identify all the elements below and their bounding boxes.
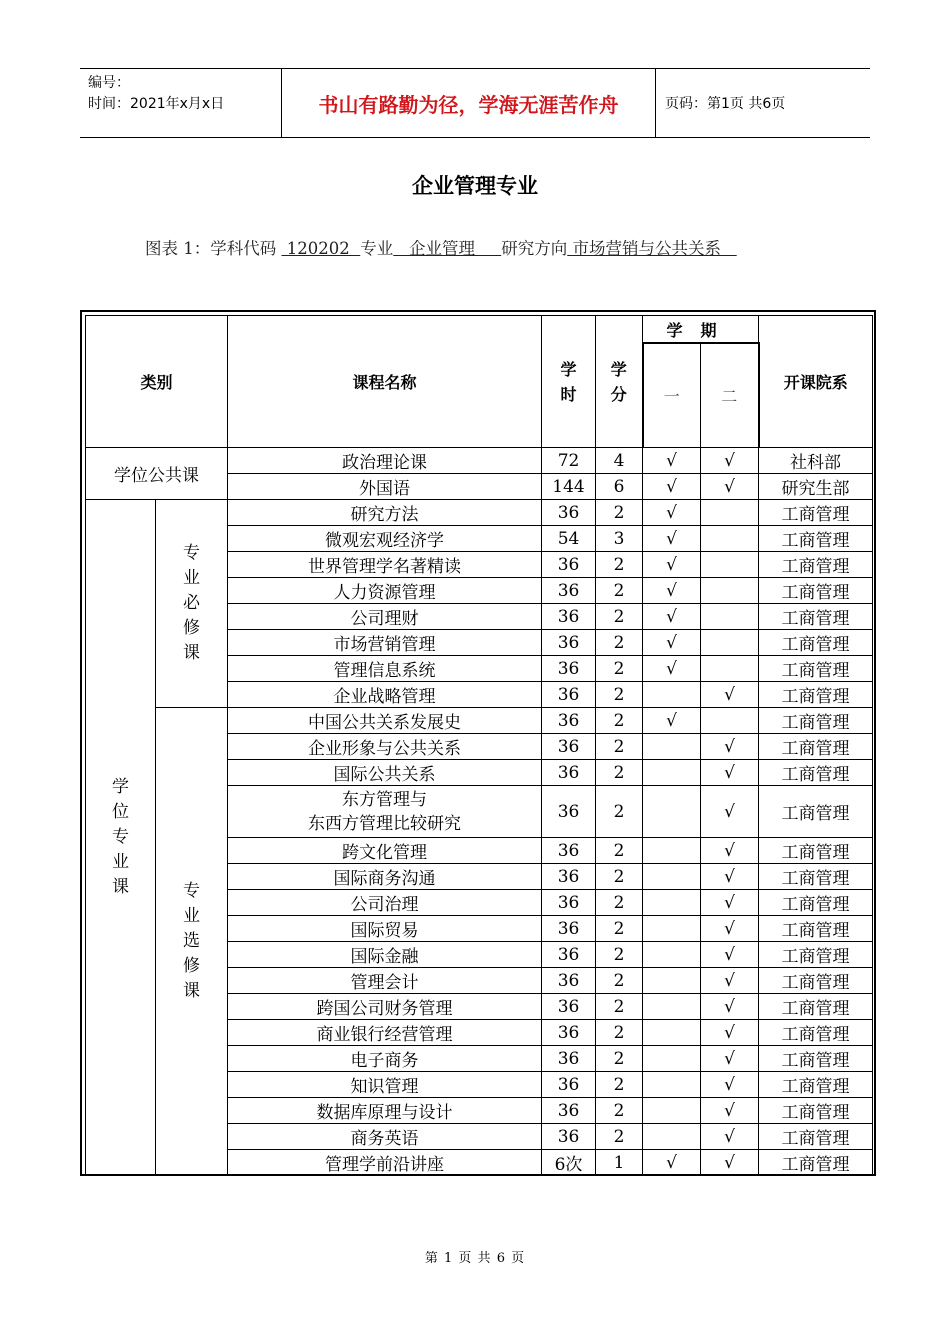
course-name: 管理学前沿讲座 (228, 1150, 542, 1176)
course-hours: 36 (542, 708, 596, 734)
course-hours: 36 (542, 500, 596, 526)
course-name: 国际金融 (228, 942, 542, 968)
header-course-name: 课程名称 (228, 316, 542, 448)
course-hours: 54 (542, 526, 596, 552)
number-label: 编号： (88, 75, 130, 91)
semester-2-check (701, 656, 759, 682)
course-credits: 2 (596, 1020, 643, 1046)
course-name: 跨文化管理 (228, 838, 542, 864)
course-department: 工商管理 (759, 864, 873, 890)
course-department: 工商管理 (759, 968, 873, 994)
course-name: 企业形象与公共关系 (228, 734, 542, 760)
course-name: 跨国公司财务管理 (228, 994, 542, 1020)
course-name: 中国公共关系发展史 (228, 708, 542, 734)
subject-code: 120202 (281, 239, 361, 258)
course-name: 市场营销管理 (228, 630, 542, 656)
semester-1-check (643, 1046, 701, 1072)
header-semester-2: 二 (701, 343, 759, 448)
semester-2-check: √ (701, 942, 759, 968)
semester-2-check: √ (701, 1072, 759, 1098)
course-credits: 2 (596, 1124, 643, 1150)
course-table (85, 315, 873, 1176)
semester-2-check: √ (701, 968, 759, 994)
course-hours: 36 (542, 552, 596, 578)
course-credits: 2 (596, 838, 643, 864)
header-department: 开课院系 (759, 316, 873, 448)
course-credits: 2 (596, 500, 643, 526)
course-department: 工商管理 (759, 1072, 873, 1098)
header-hours: 学 时 (542, 316, 596, 448)
semester-1-check (643, 1124, 701, 1150)
header-semester-1: 一 (643, 343, 701, 448)
course-department: 工商管理 (759, 708, 873, 734)
course-name: 研究方法 (228, 500, 542, 526)
semester-1-check (643, 760, 701, 786)
course-credits: 2 (596, 630, 643, 656)
course-department: 工商管理 (759, 916, 873, 942)
semester-1-check: √ (643, 448, 701, 474)
semester-1-check: √ (643, 552, 701, 578)
direction-label: 研究方向 (501, 239, 568, 258)
course-department: 工商管理 (759, 890, 873, 916)
course-name: 国际商务沟通 (228, 864, 542, 890)
semester-1-check (643, 1072, 701, 1098)
course-name: 东方管理与 东西方管理比较研究 (228, 786, 542, 838)
course-name: 管理会计 (228, 968, 542, 994)
course-credits: 2 (596, 890, 643, 916)
course-department: 工商管理 (759, 500, 873, 526)
course-hours: 36 (542, 1098, 596, 1124)
course-credits: 2 (596, 708, 643, 734)
course-credits: 2 (596, 994, 643, 1020)
course-credits: 2 (596, 552, 643, 578)
semester-2-check (701, 630, 759, 656)
course-credits: 4 (596, 448, 643, 474)
semester-1-check (643, 864, 701, 890)
course-department: 工商管理 (759, 1020, 873, 1046)
semester-1-check (643, 916, 701, 942)
semester-2-check: √ (701, 864, 759, 890)
course-name: 外国语 (228, 474, 542, 500)
course-credits: 2 (596, 786, 643, 838)
table-row (86, 500, 873, 526)
table-row (86, 448, 873, 474)
subtitle (145, 236, 815, 261)
course-department: 工商管理 (759, 1150, 873, 1176)
semester-2-check: √ (701, 916, 759, 942)
category-public-course: 学位公共课 (86, 448, 228, 500)
semester-2-check (701, 552, 759, 578)
course-department: 工商管理 (759, 786, 873, 838)
semester-2-check: √ (701, 1150, 759, 1176)
semester-1-check (643, 682, 701, 708)
course-department: 社科部 (759, 448, 873, 474)
time-label: 时间：2021年x月x日 (88, 96, 225, 112)
semester-2-check: √ (701, 890, 759, 916)
course-hours: 36 (542, 630, 596, 656)
semester-1-check (643, 994, 701, 1020)
course-name: 企业战略管理 (228, 682, 542, 708)
course-department: 工商管理 (759, 630, 873, 656)
course-hours: 36 (542, 682, 596, 708)
course-name: 国际公共关系 (228, 760, 542, 786)
course-credits: 2 (596, 916, 643, 942)
semester-1-check (643, 838, 701, 864)
course-hours: 36 (542, 734, 596, 760)
course-department: 工商管理 (759, 760, 873, 786)
course-hours: 72 (542, 448, 596, 474)
semester-1-check: √ (643, 708, 701, 734)
course-department: 工商管理 (759, 604, 873, 630)
course-hours: 144 (542, 474, 596, 500)
course-rows (86, 448, 873, 1176)
course-department: 工商管理 (759, 552, 873, 578)
course-department: 工商管理 (759, 734, 873, 760)
course-credits: 3 (596, 526, 643, 552)
course-department: 工商管理 (759, 838, 873, 864)
major-name: 企业管理 (393, 239, 502, 258)
course-credits: 2 (596, 942, 643, 968)
course-hours: 36 (542, 1046, 596, 1072)
course-hours: 36 (542, 942, 596, 968)
semester-2-check: √ (701, 448, 759, 474)
course-name: 人力资源管理 (228, 578, 542, 604)
semester-1-check (643, 942, 701, 968)
course-hours: 36 (542, 864, 596, 890)
semester-1-check (643, 734, 701, 760)
course-hours: 36 (542, 786, 596, 838)
course-credits: 2 (596, 578, 643, 604)
header-category: 类别 (86, 316, 228, 448)
course-name: 电子商务 (228, 1046, 542, 1072)
subtitle-prefix: 图表 1：学科代码 (145, 239, 282, 258)
course-department: 工商管理 (759, 1124, 873, 1150)
semester-1-check: √ (643, 474, 701, 500)
course-name: 政治理论课 (228, 448, 542, 474)
semester-2-check: √ (701, 1020, 759, 1046)
page-footer: 第 1 页 共 6 页 (424, 1251, 526, 1266)
course-hours: 36 (542, 578, 596, 604)
course-department: 工商管理 (759, 526, 873, 552)
semester-1-check (643, 890, 701, 916)
semester-2-check: √ (701, 474, 759, 500)
course-department: 工商管理 (759, 1098, 873, 1124)
course-name: 商务英语 (228, 1124, 542, 1150)
course-credits: 2 (596, 1098, 643, 1124)
semester-1-check (643, 968, 701, 994)
course-credits: 2 (596, 1072, 643, 1098)
course-credits: 2 (596, 760, 643, 786)
course-department: 工商管理 (759, 656, 873, 682)
course-department: 工商管理 (759, 578, 873, 604)
course-hours: 36 (542, 916, 596, 942)
semester-1-check: √ (643, 630, 701, 656)
course-department: 工商管理 (759, 942, 873, 968)
semester-1-check: √ (643, 578, 701, 604)
semester-2-check: √ (701, 1046, 759, 1072)
course-name: 管理信息系统 (228, 656, 542, 682)
course-name: 国际贸易 (228, 916, 542, 942)
semester-2-check (701, 604, 759, 630)
semester-1-check: √ (643, 604, 701, 630)
course-name: 微观宏观经济学 (228, 526, 542, 552)
category-major-course: 学 位 专 业 课 (86, 500, 156, 1176)
course-name: 世界管理学名著精读 (228, 552, 542, 578)
course-credits: 2 (596, 604, 643, 630)
course-hours: 36 (542, 760, 596, 786)
header-meta (88, 73, 278, 115)
course-hours: 36 (542, 994, 596, 1020)
course-hours: 36 (542, 890, 596, 916)
page-header (80, 68, 870, 138)
page-label: 页码：第1页 共6页 (665, 96, 786, 112)
course-name: 公司治理 (228, 890, 542, 916)
course-hours: 36 (542, 656, 596, 682)
semester-2-check: √ (701, 1124, 759, 1150)
semester-2-check: √ (701, 760, 759, 786)
semester-1-check: √ (643, 500, 701, 526)
course-hours: 36 (542, 968, 596, 994)
semester-2-check: √ (701, 734, 759, 760)
course-hours: 36 (542, 1020, 596, 1046)
category-required-course: 专 业 必 修 课 (156, 500, 228, 708)
course-hours: 36 (542, 604, 596, 630)
course-hours: 36 (542, 1124, 596, 1150)
semester-2-check: √ (701, 786, 759, 838)
course-department: 研究生部 (759, 474, 873, 500)
semester-2-check (701, 526, 759, 552)
semester-2-check (701, 500, 759, 526)
semester-1-check (643, 1098, 701, 1124)
course-hours: 36 (542, 838, 596, 864)
motto: 书山有路勤为径，学海无涯苦作舟 (281, 69, 656, 137)
course-name: 知识管理 (228, 1072, 542, 1098)
course-credits: 2 (596, 968, 643, 994)
course-credits: 2 (596, 656, 643, 682)
semester-2-check (701, 578, 759, 604)
course-credits: 2 (596, 1046, 643, 1072)
research-direction: 市场营销与公共关系 (567, 239, 737, 258)
course-department: 工商管理 (759, 1046, 873, 1072)
page-title: 企业管理专业 (412, 174, 538, 198)
course-credits: 2 (596, 864, 643, 890)
semester-1-check: √ (643, 656, 701, 682)
course-credits: 6 (596, 474, 643, 500)
semester-1-check: √ (643, 526, 701, 552)
semester-2-check (701, 708, 759, 734)
course-name: 商业银行经营管理 (228, 1020, 542, 1046)
header-semester: 学期 (643, 316, 759, 344)
semester-1-check (643, 786, 701, 838)
category-elective-course: 专 业 选 修 课 (156, 708, 228, 1176)
course-credits: 2 (596, 734, 643, 760)
semester-2-check: √ (701, 682, 759, 708)
course-department: 工商管理 (759, 994, 873, 1020)
course-hours: 36 (542, 1072, 596, 1098)
semester-1-check (643, 1020, 701, 1046)
course-department: 工商管理 (759, 682, 873, 708)
course-name: 数据库原理与设计 (228, 1098, 542, 1124)
major-label: 专业 (360, 239, 394, 258)
semester-1-check: √ (643, 1150, 701, 1176)
course-name: 公司理财 (228, 604, 542, 630)
table-row (86, 708, 873, 734)
course-credits: 2 (596, 682, 643, 708)
course-credits: 1 (596, 1150, 643, 1176)
semester-2-check: √ (701, 994, 759, 1020)
header-credits: 学 分 (596, 316, 643, 448)
semester-2-check: √ (701, 1098, 759, 1124)
course-hours: 6次 (542, 1150, 596, 1176)
semester-2-check: √ (701, 838, 759, 864)
